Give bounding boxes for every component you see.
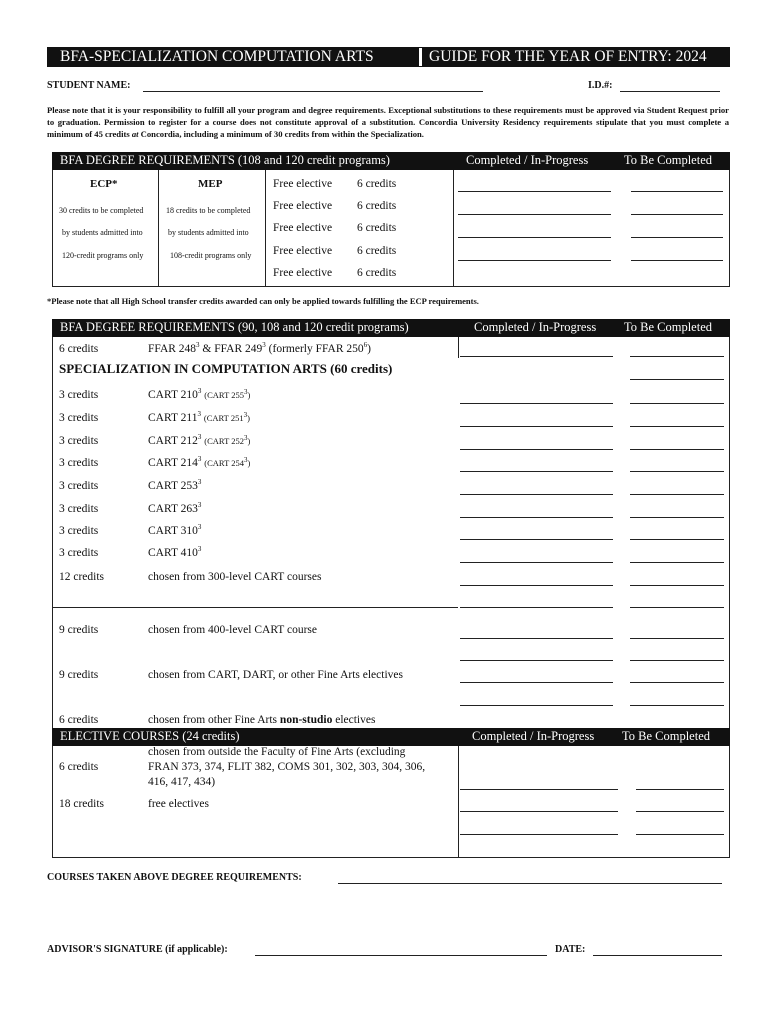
- completed-field[interactable]: [460, 562, 613, 563]
- course-credits: 3 credits: [59, 412, 99, 424]
- tbc-field[interactable]: [630, 539, 724, 540]
- section2-completed-header: Completed / In-Progress: [474, 320, 597, 334]
- tbc-field[interactable]: [631, 237, 723, 238]
- date-field[interactable]: [593, 955, 722, 956]
- advisor-signature-label: ADVISOR'S SIGNATURE (if applicable):: [47, 944, 228, 955]
- completed-field[interactable]: [458, 237, 611, 238]
- completed-field[interactable]: [460, 638, 613, 639]
- free-elective-name: Free elective: [273, 245, 333, 257]
- course-code: CART $253^3$: [148, 478, 202, 492]
- course-code: CART $210^3$ (CART $255^3$): [148, 387, 251, 401]
- free-elective-credits: 6 credits: [357, 245, 397, 257]
- ecp-line: by students admitted into: [62, 228, 143, 237]
- free-elective-credits: 6 credits: [357, 178, 397, 190]
- course-credits: 3 credits: [59, 457, 99, 469]
- year-of-entry: GUIDE FOR THE YEAR OF ENTRY: 2024: [429, 48, 707, 65]
- tbc-field[interactable]: [630, 426, 724, 427]
- ffar-credits: 6 credits: [59, 343, 99, 355]
- courses-above-label: COURSES TAKEN ABOVE DEGREE REQUIREMENTS:: [47, 872, 302, 883]
- completed-field[interactable]: [460, 539, 613, 540]
- tbc-field[interactable]: [630, 638, 724, 639]
- tbc-field[interactable]: [630, 660, 724, 661]
- course-code: CART $410^3$: [148, 545, 202, 559]
- completed-field[interactable]: [460, 585, 613, 586]
- course-credits: 3 credits: [59, 547, 99, 559]
- responsibility-notice: Please note that it is your responsibility to fulfill all your program and degree requirements. Exceptional substitutions to these requirements must be approved via Student Request prior to graduation. Permission to register for a course does not constitute approval of a substitution. Concordia University Residency requirements stipulate that you must complete a minimum of 45 credits at Concordia, including a minimum of 30 credits from within the Specialization.: [47, 105, 729, 139]
- completed-field[interactable]: [460, 449, 613, 450]
- advisor-signature-field[interactable]: [255, 955, 547, 956]
- ecp-label: ECP*: [90, 178, 118, 190]
- section3-title: ELECTIVE COURSES (24 credits): [60, 729, 240, 743]
- free-elective-credits: 6 credits: [357, 200, 397, 212]
- tbc-field[interactable]: [630, 607, 724, 608]
- completed-field[interactable]: [460, 517, 613, 518]
- title-bar: [47, 47, 730, 67]
- section3-divider-columns: [458, 746, 459, 858]
- course-code: CART $214^3$ (CART $254^3$): [148, 455, 251, 469]
- section3-completed-header: Completed / In-Progress: [472, 729, 595, 743]
- mep-label: MEP: [198, 178, 223, 190]
- completed-field[interactable]: [460, 356, 613, 357]
- completed-field[interactable]: [460, 705, 613, 706]
- free-elective-name: Free elective: [273, 200, 333, 212]
- tbc-field[interactable]: [630, 356, 724, 357]
- mep-line: by students admitted into: [168, 228, 249, 237]
- ecp-line: 120-credit programs only: [62, 251, 144, 260]
- completed-field[interactable]: [460, 403, 613, 404]
- tbc-field[interactable]: [636, 789, 724, 790]
- specialization-title: SPECIALIZATION IN COMPUTATION ARTS (60 credits): [59, 361, 393, 376]
- course-credits: 3 credits: [59, 525, 99, 537]
- outside-desc: chosen from outside the Faculty of Fine Arts (excluding: [148, 746, 406, 758]
- free-elective-name: Free elective: [273, 222, 333, 234]
- course-code: CART $211^3$ (CART $251^3$): [148, 410, 250, 424]
- tbc-field[interactable]: [630, 494, 724, 495]
- free-elective-name: Free elective: [273, 267, 333, 279]
- completed-field[interactable]: [460, 811, 618, 812]
- tbc-field[interactable]: [636, 811, 724, 812]
- outside-credits: 6 credits: [59, 761, 99, 773]
- tbc-field[interactable]: [631, 260, 723, 261]
- block-desc: chosen from 300-level CART courses: [148, 571, 322, 583]
- block-credits: 12 credits: [59, 571, 105, 583]
- ecp-footnote: *Please note that all High School transfer credits awarded can only be applied towards fulfilling the ECP requirements.: [47, 296, 479, 306]
- section1-divider-columns: [453, 170, 454, 287]
- completed-field[interactable]: [460, 682, 613, 683]
- section1-tbc-header: To Be Completed: [624, 153, 713, 167]
- completed-field[interactable]: [460, 471, 613, 472]
- tbc-field[interactable]: [630, 562, 724, 563]
- tbc-field[interactable]: [630, 705, 724, 706]
- completed-field[interactable]: [460, 426, 613, 427]
- course-credits: 3 credits: [59, 503, 99, 515]
- outside-desc: FRAN 373, 374, FLIT 382, COMS 301, 302, 303, 304, 306,: [148, 761, 426, 773]
- section2-left-border: [52, 337, 53, 729]
- free-elective-credits: 6 credits: [357, 267, 397, 279]
- block-divider: [52, 607, 458, 608]
- ffar-course: FFAR $248^3$ & FFAR $249^3$ (formerly FFAR $250^6$): [148, 341, 371, 355]
- free-credits: 18 credits: [59, 798, 105, 810]
- courses-above-field[interactable]: [338, 883, 722, 884]
- section1-completed-header: Completed / In-Progress: [466, 153, 589, 167]
- section2-title: BFA DEGREE REQUIREMENTS (90, 108 and 120 credit programs): [60, 320, 409, 334]
- tbc-field[interactable]: [631, 214, 723, 215]
- completed-field[interactable]: [460, 607, 613, 608]
- mep-line: 18 credits to be completed: [166, 206, 251, 215]
- block-desc: chosen from CART, DART, or other Fine Arts electives: [148, 669, 403, 681]
- student-name-label: STUDENT NAME:: [47, 80, 131, 91]
- tbc-field[interactable]: [630, 517, 724, 518]
- section2-right-border: [729, 337, 730, 729]
- tbc-field[interactable]: [630, 682, 724, 683]
- tbc-field[interactable]: [630, 471, 724, 472]
- section3-tbc-header: To Be Completed: [622, 729, 711, 743]
- tbc-field[interactable]: [630, 449, 724, 450]
- tbc-field[interactable]: [630, 379, 724, 380]
- tbc-field[interactable]: [630, 585, 724, 586]
- completed-field[interactable]: [458, 191, 611, 192]
- section1-divider-ecp: [158, 170, 159, 287]
- completed-field[interactable]: [460, 494, 613, 495]
- completed-field[interactable]: [458, 214, 611, 215]
- tbc-field[interactable]: [636, 834, 724, 835]
- ecp-line: 30 credits to be completed: [59, 206, 144, 215]
- free-elective-credits: 6 credits: [357, 222, 397, 234]
- course-code: CART $310^3$: [148, 523, 202, 537]
- completed-field[interactable]: [458, 260, 611, 261]
- tbc-field[interactable]: [630, 403, 724, 404]
- course-credits: 3 credits: [59, 480, 99, 492]
- id-field[interactable]: [620, 91, 720, 92]
- completed-field[interactable]: [460, 834, 618, 835]
- block-credits: 9 credits: [59, 669, 99, 681]
- nonstudio-desc: chosen from other Fine Arts non-studio electives: [148, 714, 376, 726]
- section1-divider-mep: [265, 170, 266, 287]
- section2-tbc-header: To Be Completed: [624, 320, 713, 334]
- course-credits: 3 credits: [59, 435, 99, 447]
- course-code: CART $263^3$: [148, 501, 202, 515]
- block-desc: chosen from 400-level CART course: [148, 624, 318, 636]
- section1-title: BFA DEGREE REQUIREMENTS (108 and 120 credit programs): [60, 153, 390, 167]
- id-label: I.D.#:: [588, 80, 613, 91]
- completed-field[interactable]: [460, 660, 613, 661]
- course-credits: 3 credits: [59, 389, 99, 401]
- completed-field[interactable]: [460, 789, 618, 790]
- nonstudio-credits: 6 credits: [59, 714, 99, 726]
- section2-divider-columns: [458, 337, 459, 358]
- free-elective-name: Free elective: [273, 178, 333, 190]
- student-name-field[interactable]: [143, 91, 483, 92]
- mep-line: 108-credit programs only: [170, 251, 252, 260]
- page-title: BFA-SPECIALIZATION COMPUTATION ARTS: [60, 48, 374, 65]
- block-credits: 9 credits: [59, 624, 99, 636]
- date-label: DATE:: [555, 944, 586, 955]
- tbc-field[interactable]: [631, 191, 723, 192]
- free-desc: free electives: [148, 798, 209, 810]
- course-code: CART $212^3$ (CART $252^3$): [148, 433, 251, 447]
- outside-desc: 416, 417, 434): [148, 776, 216, 788]
